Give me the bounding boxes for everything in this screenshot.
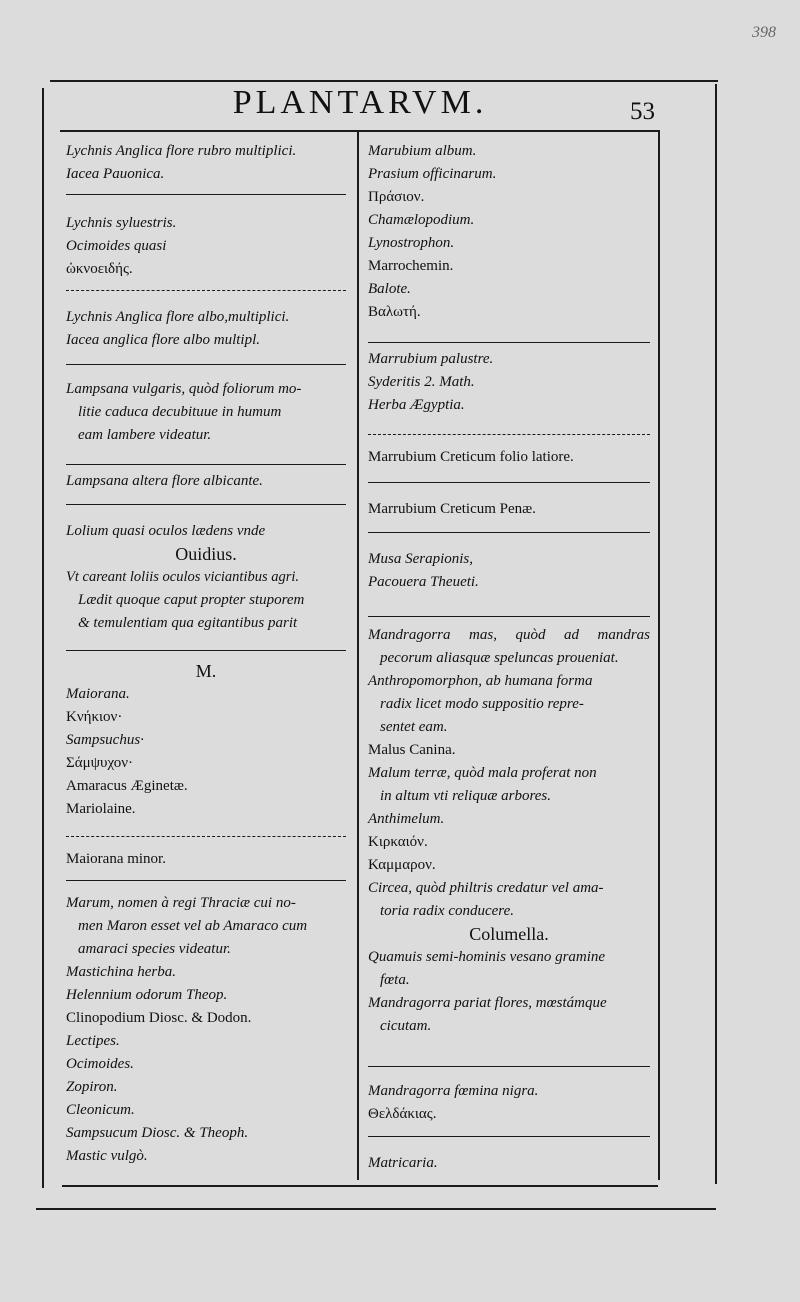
- entry-block: [66, 520, 346, 635]
- entry-line: Sampsuchus·: [66, 732, 144, 748]
- page-number: 53: [630, 98, 655, 125]
- entry-line-centered: Columella.: [469, 924, 549, 944]
- entry-line: eam lambere videatur.: [78, 427, 212, 443]
- entry-block: [368, 446, 650, 469]
- entry-separator: [368, 342, 650, 343]
- entry-line: Anthimelum.: [368, 811, 445, 827]
- entry-block: [66, 378, 346, 447]
- bottom-rule-inner: [62, 1185, 658, 1187]
- entry-block: [368, 624, 650, 1038]
- entry-separator: [368, 1136, 650, 1137]
- entry-line: Anthropomorphon, ab humana forma: [368, 673, 593, 689]
- entry-line: Lædit quoque caput propter stuporem: [78, 592, 305, 608]
- entry-separator: [368, 482, 650, 483]
- entry-separator: [66, 504, 346, 505]
- entry-line: Lychnis Anglica flore albo,multiplici.: [66, 309, 290, 325]
- entry-line: Chamælopodium.: [368, 212, 475, 228]
- entry-line: Sampsucum Diosc. & Theoph.: [66, 1125, 249, 1141]
- entry-block: [368, 498, 650, 521]
- entry-separator: [368, 532, 650, 533]
- entry-line: Prasium officinarum.: [368, 166, 497, 182]
- corner-note: 398: [752, 24, 776, 41]
- entry-line: Matricaria.: [368, 1155, 438, 1171]
- entry-block: [368, 348, 650, 417]
- entry-line: Circea, quòd philtris credatur vel ama-: [368, 880, 604, 896]
- entry-line: fœta.: [380, 972, 410, 988]
- entry-separator: [368, 434, 650, 435]
- entry-line: Zopiron.: [66, 1079, 118, 1095]
- entry-line: Lychnis syluestris.: [66, 215, 177, 231]
- entry-line: Lychnis Anglica flore rubro multiplici.: [66, 143, 297, 159]
- entry-line: Maiorana minor.: [66, 851, 166, 867]
- entry-line: Lampsana altera flore albicante.: [66, 473, 263, 489]
- entry-block: [368, 140, 650, 324]
- entry-line: Helennium odorum Theop.: [66, 987, 228, 1003]
- entry-separator: [66, 650, 346, 651]
- entry-line: litie caduca decubituue in humum: [78, 404, 282, 420]
- entry-line: radix licet modo suppositio repre-: [380, 696, 584, 712]
- entry-line: Mariolaine.: [66, 801, 136, 817]
- entry-line: men Maron esset vel ab Amaraco cum: [78, 918, 308, 934]
- entry-separator: [66, 194, 346, 195]
- entry-line: Musa Serapionis,: [368, 551, 473, 567]
- entry-block: [66, 848, 346, 871]
- entry-line: cicutam.: [380, 1018, 432, 1034]
- section-m-block: [66, 660, 346, 821]
- entry-line: Ocimoides quasi: [66, 238, 167, 254]
- entry-line: Marrochemin.: [368, 258, 454, 274]
- entry-line: Iacea anglica flore albo multipl.: [66, 332, 260, 348]
- entry-block: [66, 892, 346, 1168]
- entry-line: Marubium album.: [368, 143, 477, 159]
- entry-line: in altum vti reliquæ arbores.: [380, 788, 551, 804]
- entry-line: Lampsana vulgaris, quòd foliorum mo-: [66, 381, 302, 397]
- section-heading: M.: [195, 661, 217, 681]
- column-divider: [357, 132, 359, 1180]
- entry-line-greek: Πράσιον.: [368, 189, 425, 205]
- entry-separator: [66, 836, 346, 837]
- entry-line: Lynostrophon.: [368, 235, 455, 251]
- header-rule: [60, 130, 660, 132]
- bottom-rule-outer: [36, 1208, 716, 1210]
- entry-line: Quamuis semi-hominis vesano gramine: [368, 949, 606, 965]
- entry-line-greek: Κνήκιον·: [66, 709, 123, 725]
- entry-line: Balote.: [368, 281, 411, 297]
- right-column-rule: [658, 132, 660, 1180]
- entry-line: Marrubium Creticum Penæ.: [368, 501, 536, 517]
- entry-line: amaraci species videatur.: [78, 941, 231, 957]
- entry-line: Mastichina herba.: [66, 964, 176, 980]
- entry-line: Marum, nomen à regi Thraciæ cui no-: [66, 895, 296, 911]
- entry-line: Lolium quasi oculos lædens vnde: [66, 523, 266, 539]
- entry-line: Vt careant loliis oculos viciantibus agri.: [66, 569, 300, 585]
- entry-line: pecorum aliasquæ speluncas proueniat.: [380, 650, 619, 666]
- entry-separator: [368, 1066, 650, 1067]
- entry-line: Syderitis 2. Math.: [368, 374, 475, 390]
- entry-line-greek: Βαλωτή.: [368, 304, 421, 320]
- entry-line-greek: Σάμψυχον·: [66, 755, 134, 771]
- entry-block: [66, 470, 346, 493]
- entry-line: Clinopodium Diosc. & Dodon.: [66, 1010, 252, 1026]
- entry-separator: [66, 364, 346, 365]
- entry-line: Marrubium Creticum folio latiore.: [368, 449, 574, 465]
- top-rule: [50, 80, 718, 82]
- entry-block: [66, 306, 346, 352]
- entry-line: Amaracus Æginetæ.: [66, 778, 188, 794]
- entry-separator: [368, 616, 650, 617]
- entry-line: Malus Canina.: [368, 742, 456, 758]
- entry-line: Herba Ægyptia.: [368, 397, 465, 413]
- entry-block: [66, 140, 346, 186]
- entry-line-greek: ὠκνοειδής.: [66, 261, 133, 277]
- left-column: [66, 140, 346, 1180]
- entry-line: Cleonicum.: [66, 1102, 135, 1118]
- entry-line: Mastic vulgò.: [66, 1148, 148, 1164]
- running-header-title: PLANTARVM.: [232, 84, 488, 121]
- entry-block: [66, 212, 346, 281]
- entry-separator: [66, 880, 346, 881]
- entry-block: [368, 548, 650, 594]
- entry-line-greek: Θελδάκιας.: [368, 1106, 437, 1122]
- right-frame-rule: [715, 84, 717, 1184]
- left-frame-rule: [42, 88, 44, 1188]
- right-column: [368, 140, 650, 1180]
- entry-line: Mandragorra pariat flores, mœstámque: [368, 995, 607, 1011]
- entry-line: Ocimoides.: [66, 1056, 134, 1072]
- entry-line: Iacea Pauonica.: [66, 166, 165, 182]
- entry-block: [368, 1080, 650, 1126]
- entry-line-centered: Ouidius.: [175, 544, 237, 564]
- entry-block: [368, 1152, 650, 1175]
- entry-separator: [66, 464, 346, 465]
- entry-line-greek: Καμμαρον.: [368, 857, 436, 873]
- entry-line: Mandragorra fœmina nigra.: [368, 1083, 539, 1099]
- entry-line: Marrubium palustre.: [368, 351, 494, 367]
- entry-line-greek: Κιρκαιόν.: [368, 834, 428, 850]
- entry-line: Maiorana.: [66, 686, 130, 702]
- entry-line: Malum terræ, quòd mala proferat non: [368, 765, 597, 781]
- entry-line: & temulentiam qua egitantibus parit: [78, 615, 298, 631]
- entry-line: toria radix conducere.: [380, 903, 514, 919]
- entry-separator: [66, 290, 346, 291]
- entry-line: Mandragorra mas, quòd ad mandras: [368, 627, 650, 643]
- entry-line: Lectipes.: [66, 1033, 120, 1049]
- entry-line: sentet eam.: [380, 719, 448, 735]
- entry-line: Pacouera Theueti.: [368, 574, 479, 590]
